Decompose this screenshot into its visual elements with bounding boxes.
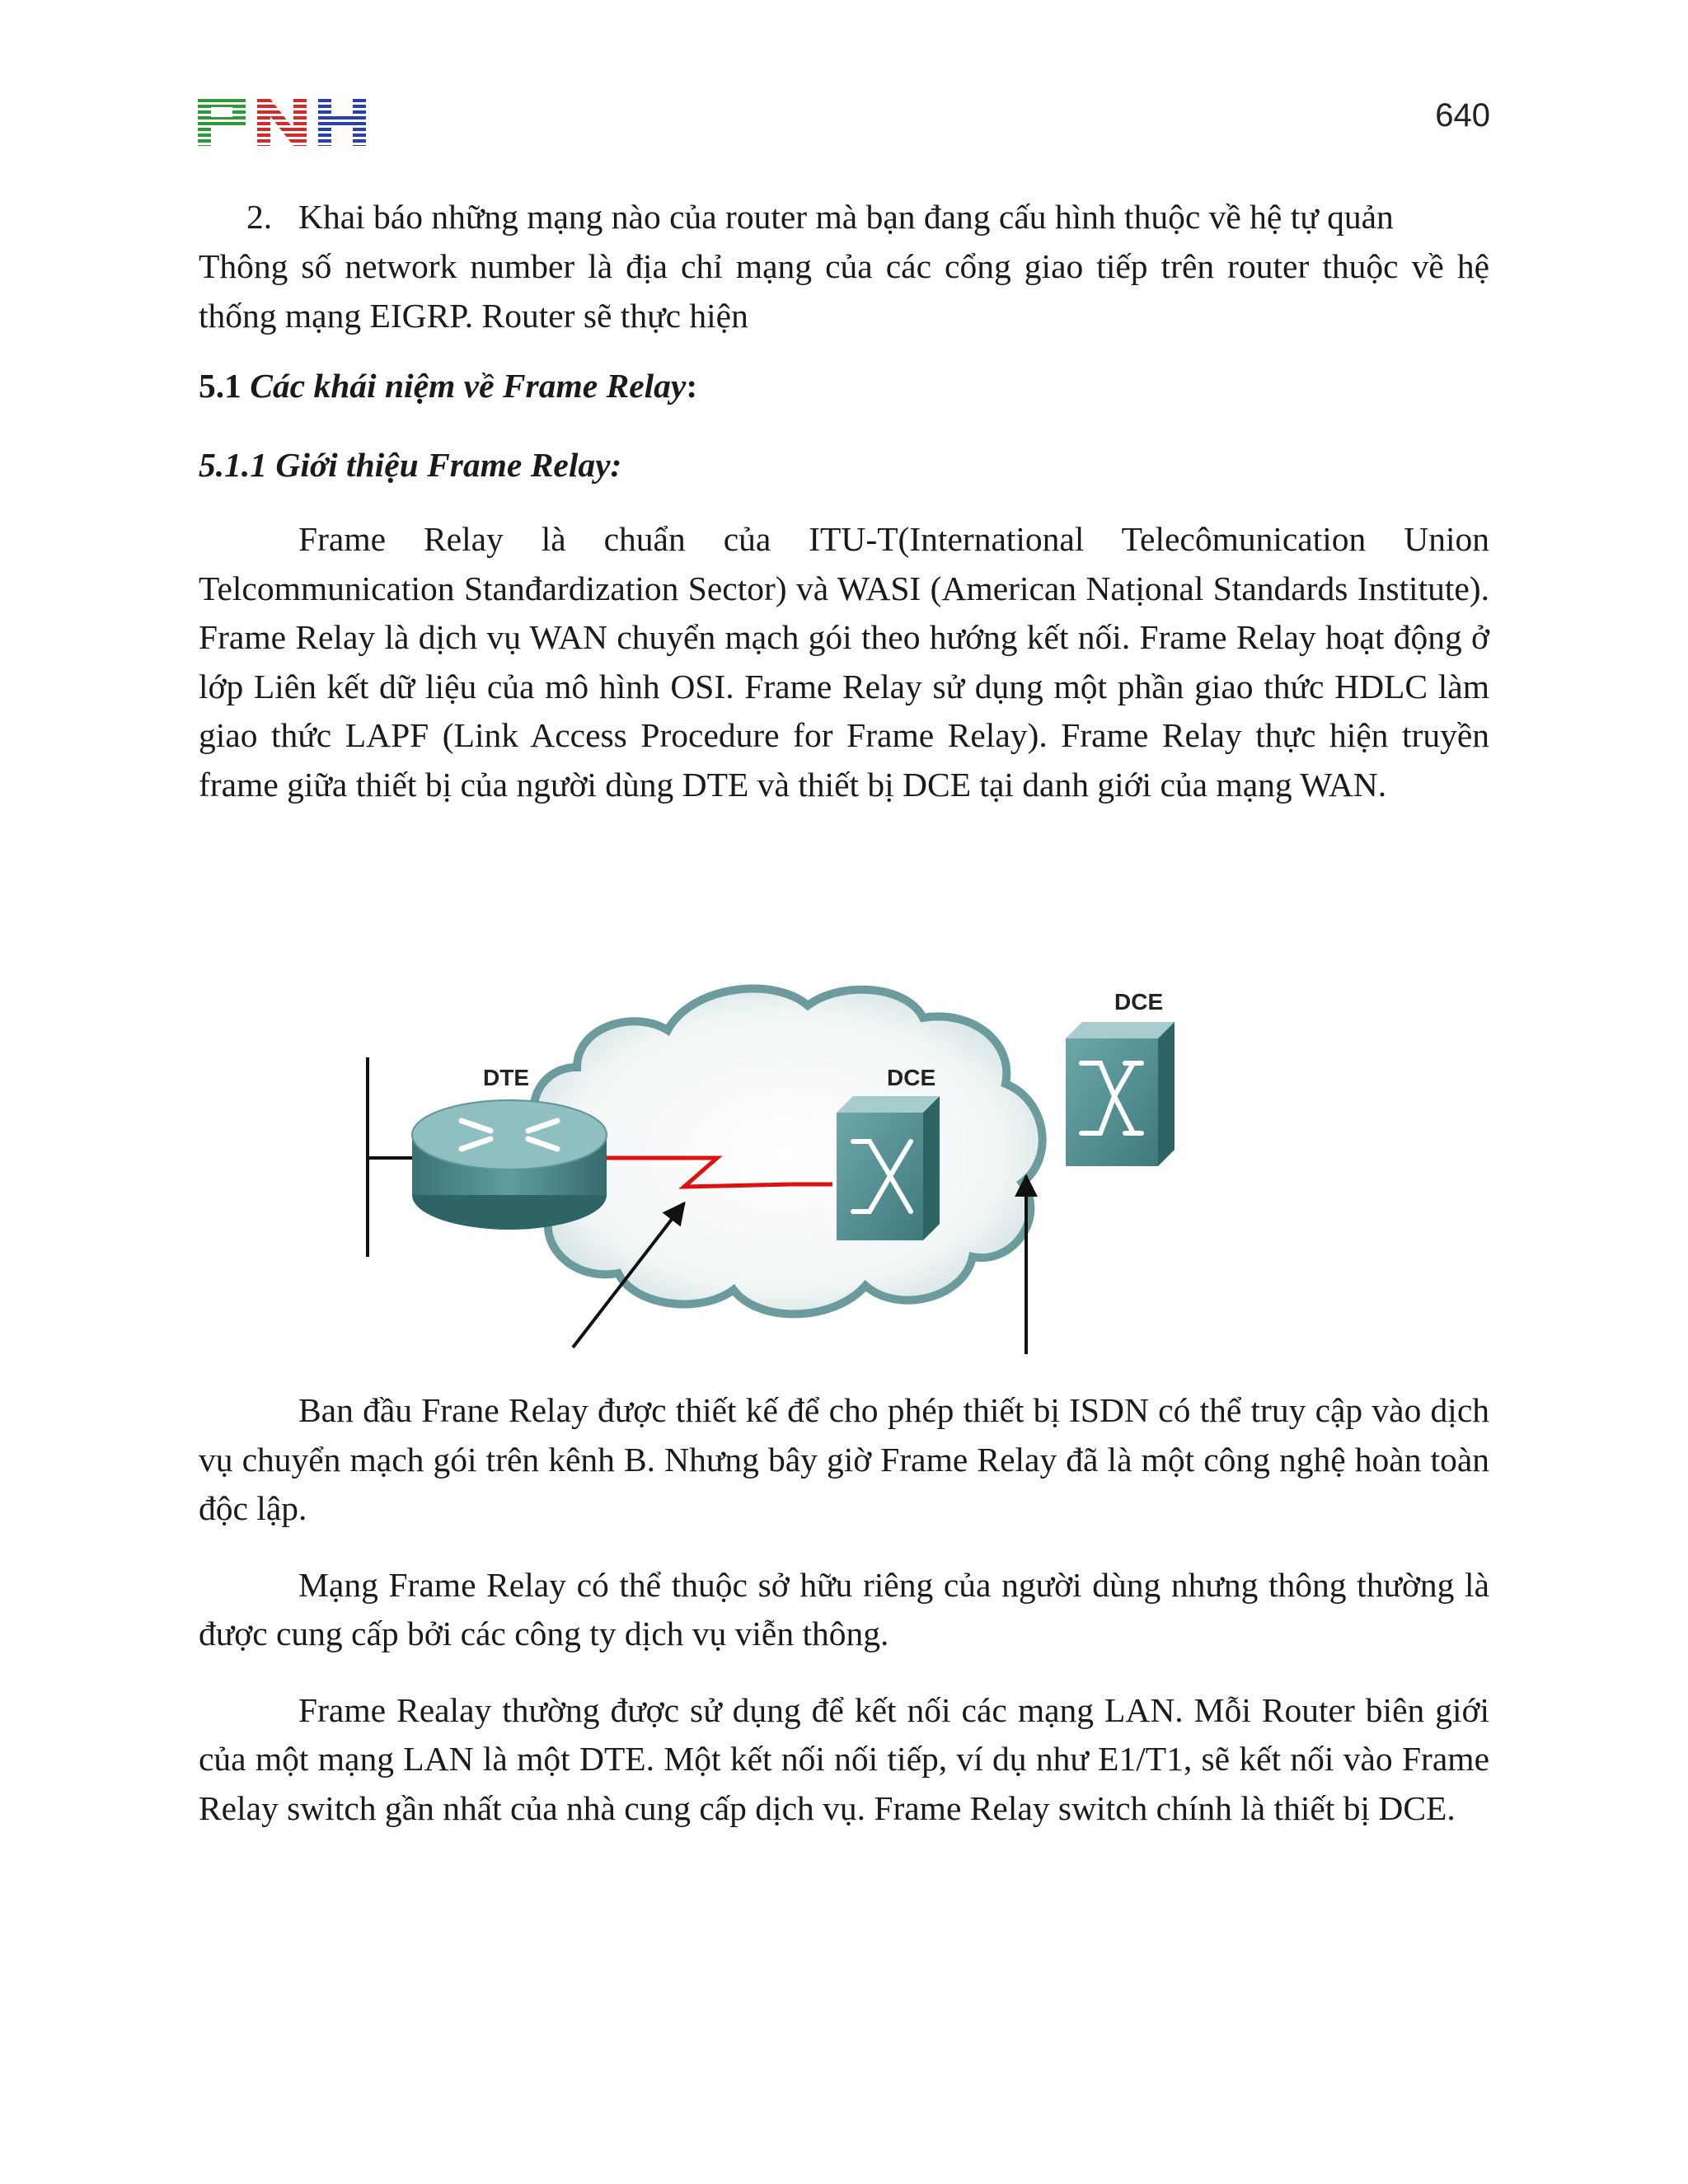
list-item [199, 198, 1489, 236]
paragraph: Ban đầu Frane Relay được thiết kế để cho phép thiết bị ISDN có thể truy cập vào dịch vụ chuyển mạch gói trên kênh B. Nhưng bây giờ Frame Relay đã là một công nghệ hoàn toàn độc lập. [199, 1391, 1489, 1527]
dce-label: DCE [887, 1065, 936, 1090]
page-content [199, 198, 1489, 809]
page-content-lower [199, 1386, 1489, 1833]
dte-router-icon [412, 1100, 607, 1230]
page-number: 640 [1435, 97, 1490, 134]
paragraph: Frame Relay là chuẩn của ITU-T(International Telecômunication Union Telcommunication Stanđardization Sector) và WASI (American Natịonal Standards Institute). Frame Relay là dịch vụ WAN chuyển mạch gói theo hướng kết nối. Frame Relay hoạt động ở lớp Liên kết dữ liệu của mô hình OSI. Frame Relay sử dụng một phần giao thức HDLC làm giao thức LAPF (Link Access Procedure for Frame Relay). Frame Relay thực hiện truyền frame giữa thiết bị của người dùng DTE và thiết bị DCE tại danh giới của mạng WAN. [199, 520, 1489, 804]
paragraph: Mạng Frame Relay có thể thuộc sở hữu riêng của người dùng nhưng thông thường là được cung cấp bởi các công ty dịch vụ viễn thông. [199, 1565, 1489, 1652]
pnh-logo [198, 99, 368, 148]
list-text: Khai báo những mạng nào của router mà bạn đang cấu hình thuộc về hệ tự quản [298, 198, 1394, 236]
section-heading: 5.1 Các khái niệm về Frame Relay: [199, 367, 698, 405]
dce-switch-icon [1066, 1022, 1175, 1166]
frame-relay-diagram [330, 960, 1335, 1364]
dce-switch-icon [837, 1096, 940, 1240]
subsection-heading: 5.1.1 Giới thiệu Frame Relay: [199, 446, 622, 484]
dte-label: DTE [483, 1065, 529, 1090]
list-number: 2. [246, 198, 273, 236]
paragraph: Thông số network number là địa chỉ mạng của các cổng giao tiếp trên router thuộc về hệ thống mạng EIGRP. Router sẽ thực hiện [199, 247, 1489, 335]
paragraph: Frame Realay thường được sử dụng để kết nối các mạng LAN. Mỗi Router biên giới của một mạng LAN là một DTE. Một kết nối nối tiếp, ví dụ như E1/T1, sẽ kết nối vào Frame Relay switch gần nhất của nhà cung cấp dịch vụ. Frame Relay switch chính là thiết bị DCE. [199, 1690, 1489, 1827]
dce-label: DCE [1114, 989, 1164, 1015]
